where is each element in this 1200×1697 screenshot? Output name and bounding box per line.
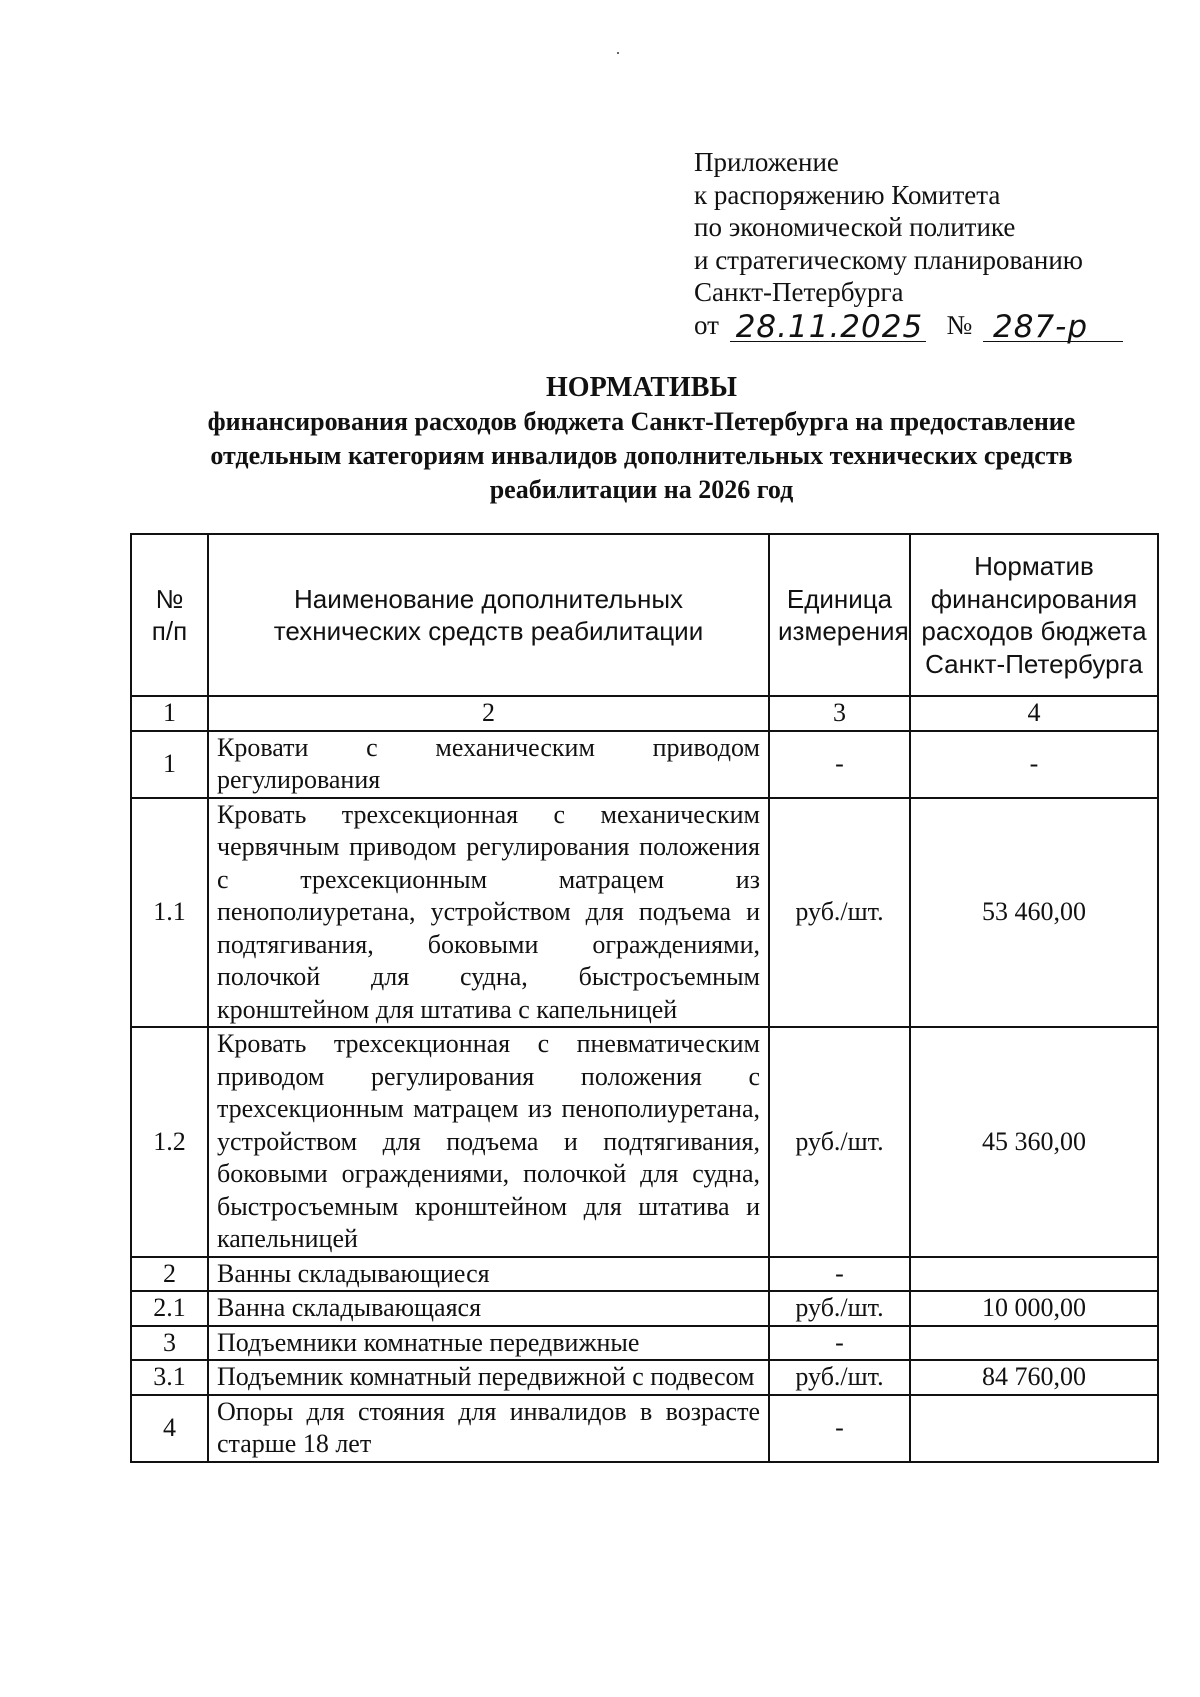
table-row [131, 1326, 1158, 1361]
title-subtitle-line: финансирования расходов бюджета Санкт-Петербурга на предоставление [207, 407, 1076, 436]
column-number: 4 [910, 696, 1158, 731]
row-name: Кровати с механическим приводом регулирования [208, 731, 769, 798]
appendix-line: и стратегическому планированию [694, 244, 1083, 275]
title-subtitle-line: реабилитации на 2026 год [489, 475, 794, 504]
row-name: Подъемник комнатный передвижной с подвесом [208, 1360, 769, 1395]
row-value: 45 360,00 [910, 1027, 1158, 1257]
row-value: 53 460,00 [910, 798, 1158, 1028]
row-unit: руб./шт. [769, 1027, 910, 1257]
column-number: 3 [769, 696, 910, 731]
document-title [120, 371, 1163, 507]
row-name: Подъемники комнатные передвижные [208, 1326, 769, 1361]
row-name: Ванна складывающаяся [208, 1291, 769, 1326]
appendix-header [694, 146, 1123, 349]
header-name: Наименование дополнительных технических средств реабилитации [208, 534, 769, 696]
row-num: 1.2 [131, 1027, 208, 1257]
row-num: 2 [131, 1257, 208, 1292]
appendix-line: Приложение [694, 147, 839, 177]
column-number-row [131, 696, 1158, 731]
row-num: 3.1 [131, 1360, 208, 1395]
header-num: № п/п [131, 534, 208, 696]
table-row [131, 731, 1158, 798]
row-name: Кровать трехсекционная с пневматическим приводом регулирования положения с трехсекционным матрацем из пенополиуретана, устройством для подъема и подтягивания, боковыми ограждениями, полочкой для судна, быстросъемным кронштейном для штатива и капельницей [208, 1027, 769, 1257]
title-subtitle-line: отдельным категориям инвалидов дополнительных технических средств [210, 441, 1073, 470]
scan-speck [617, 52, 619, 54]
handwritten-number: 287-р [992, 308, 1089, 345]
appendix-line: Санкт-Петербурга [694, 277, 904, 307]
from-label: от [694, 309, 719, 340]
table-row [131, 1360, 1158, 1395]
row-unit: - [769, 1395, 910, 1462]
number-label: № [946, 309, 973, 340]
row-num: 4 [131, 1395, 208, 1462]
table-row [131, 1395, 1158, 1462]
row-value: - [910, 731, 1158, 798]
row-value [910, 1257, 1158, 1292]
appendix-line: к распоряжению Комитета [694, 179, 1001, 210]
table-row [131, 798, 1158, 1028]
header-unit: Единица измерения [769, 534, 910, 696]
order-date-number-line [694, 309, 1123, 349]
table-row [131, 1291, 1158, 1326]
row-value: 84 760,00 [910, 1360, 1158, 1395]
table-row [131, 1257, 1158, 1292]
row-unit: - [769, 1257, 910, 1292]
column-number: 1 [131, 696, 208, 731]
handwritten-date: 28.11.2025 [735, 308, 924, 345]
row-value: 10 000,00 [910, 1291, 1158, 1326]
row-num: 2.1 [131, 1291, 208, 1326]
row-unit: - [769, 1326, 910, 1361]
row-unit: руб./шт. [769, 1360, 910, 1395]
norms-table [130, 533, 1159, 1463]
table-row [131, 1027, 1158, 1257]
column-number: 2 [208, 696, 769, 731]
row-num: 3 [131, 1326, 208, 1361]
row-value [910, 1395, 1158, 1462]
table-header-row [131, 534, 1158, 696]
header-value: Норматив финансирования расходов бюджета Санкт-Петербурга [910, 534, 1158, 696]
title-main: НОРМАТИВЫ [546, 372, 737, 403]
row-num: 1 [131, 731, 208, 798]
number-field [983, 309, 1123, 343]
row-name: Опоры для стояния для инвалидов в возрасте старше 18 лет [208, 1395, 769, 1462]
row-name: Ванны складывающиеся [208, 1257, 769, 1292]
row-name: Кровать трехсекционная с механическим червячным приводом регулирования положения с трехсекционным матрацем из пенополиуретана, устройством для подъема и подтягивания, боковыми ограждениями, полочкой для судна, быстросъемным кронштейном для штатива с капельницей [208, 798, 769, 1028]
row-unit: руб./шт. [769, 798, 910, 1028]
row-unit: - [769, 731, 910, 798]
appendix-line: по экономической политике [694, 212, 1016, 242]
row-num: 1.1 [131, 798, 208, 1028]
row-value [910, 1326, 1158, 1361]
row-unit: руб./шт. [769, 1291, 910, 1326]
date-field [730, 309, 926, 343]
